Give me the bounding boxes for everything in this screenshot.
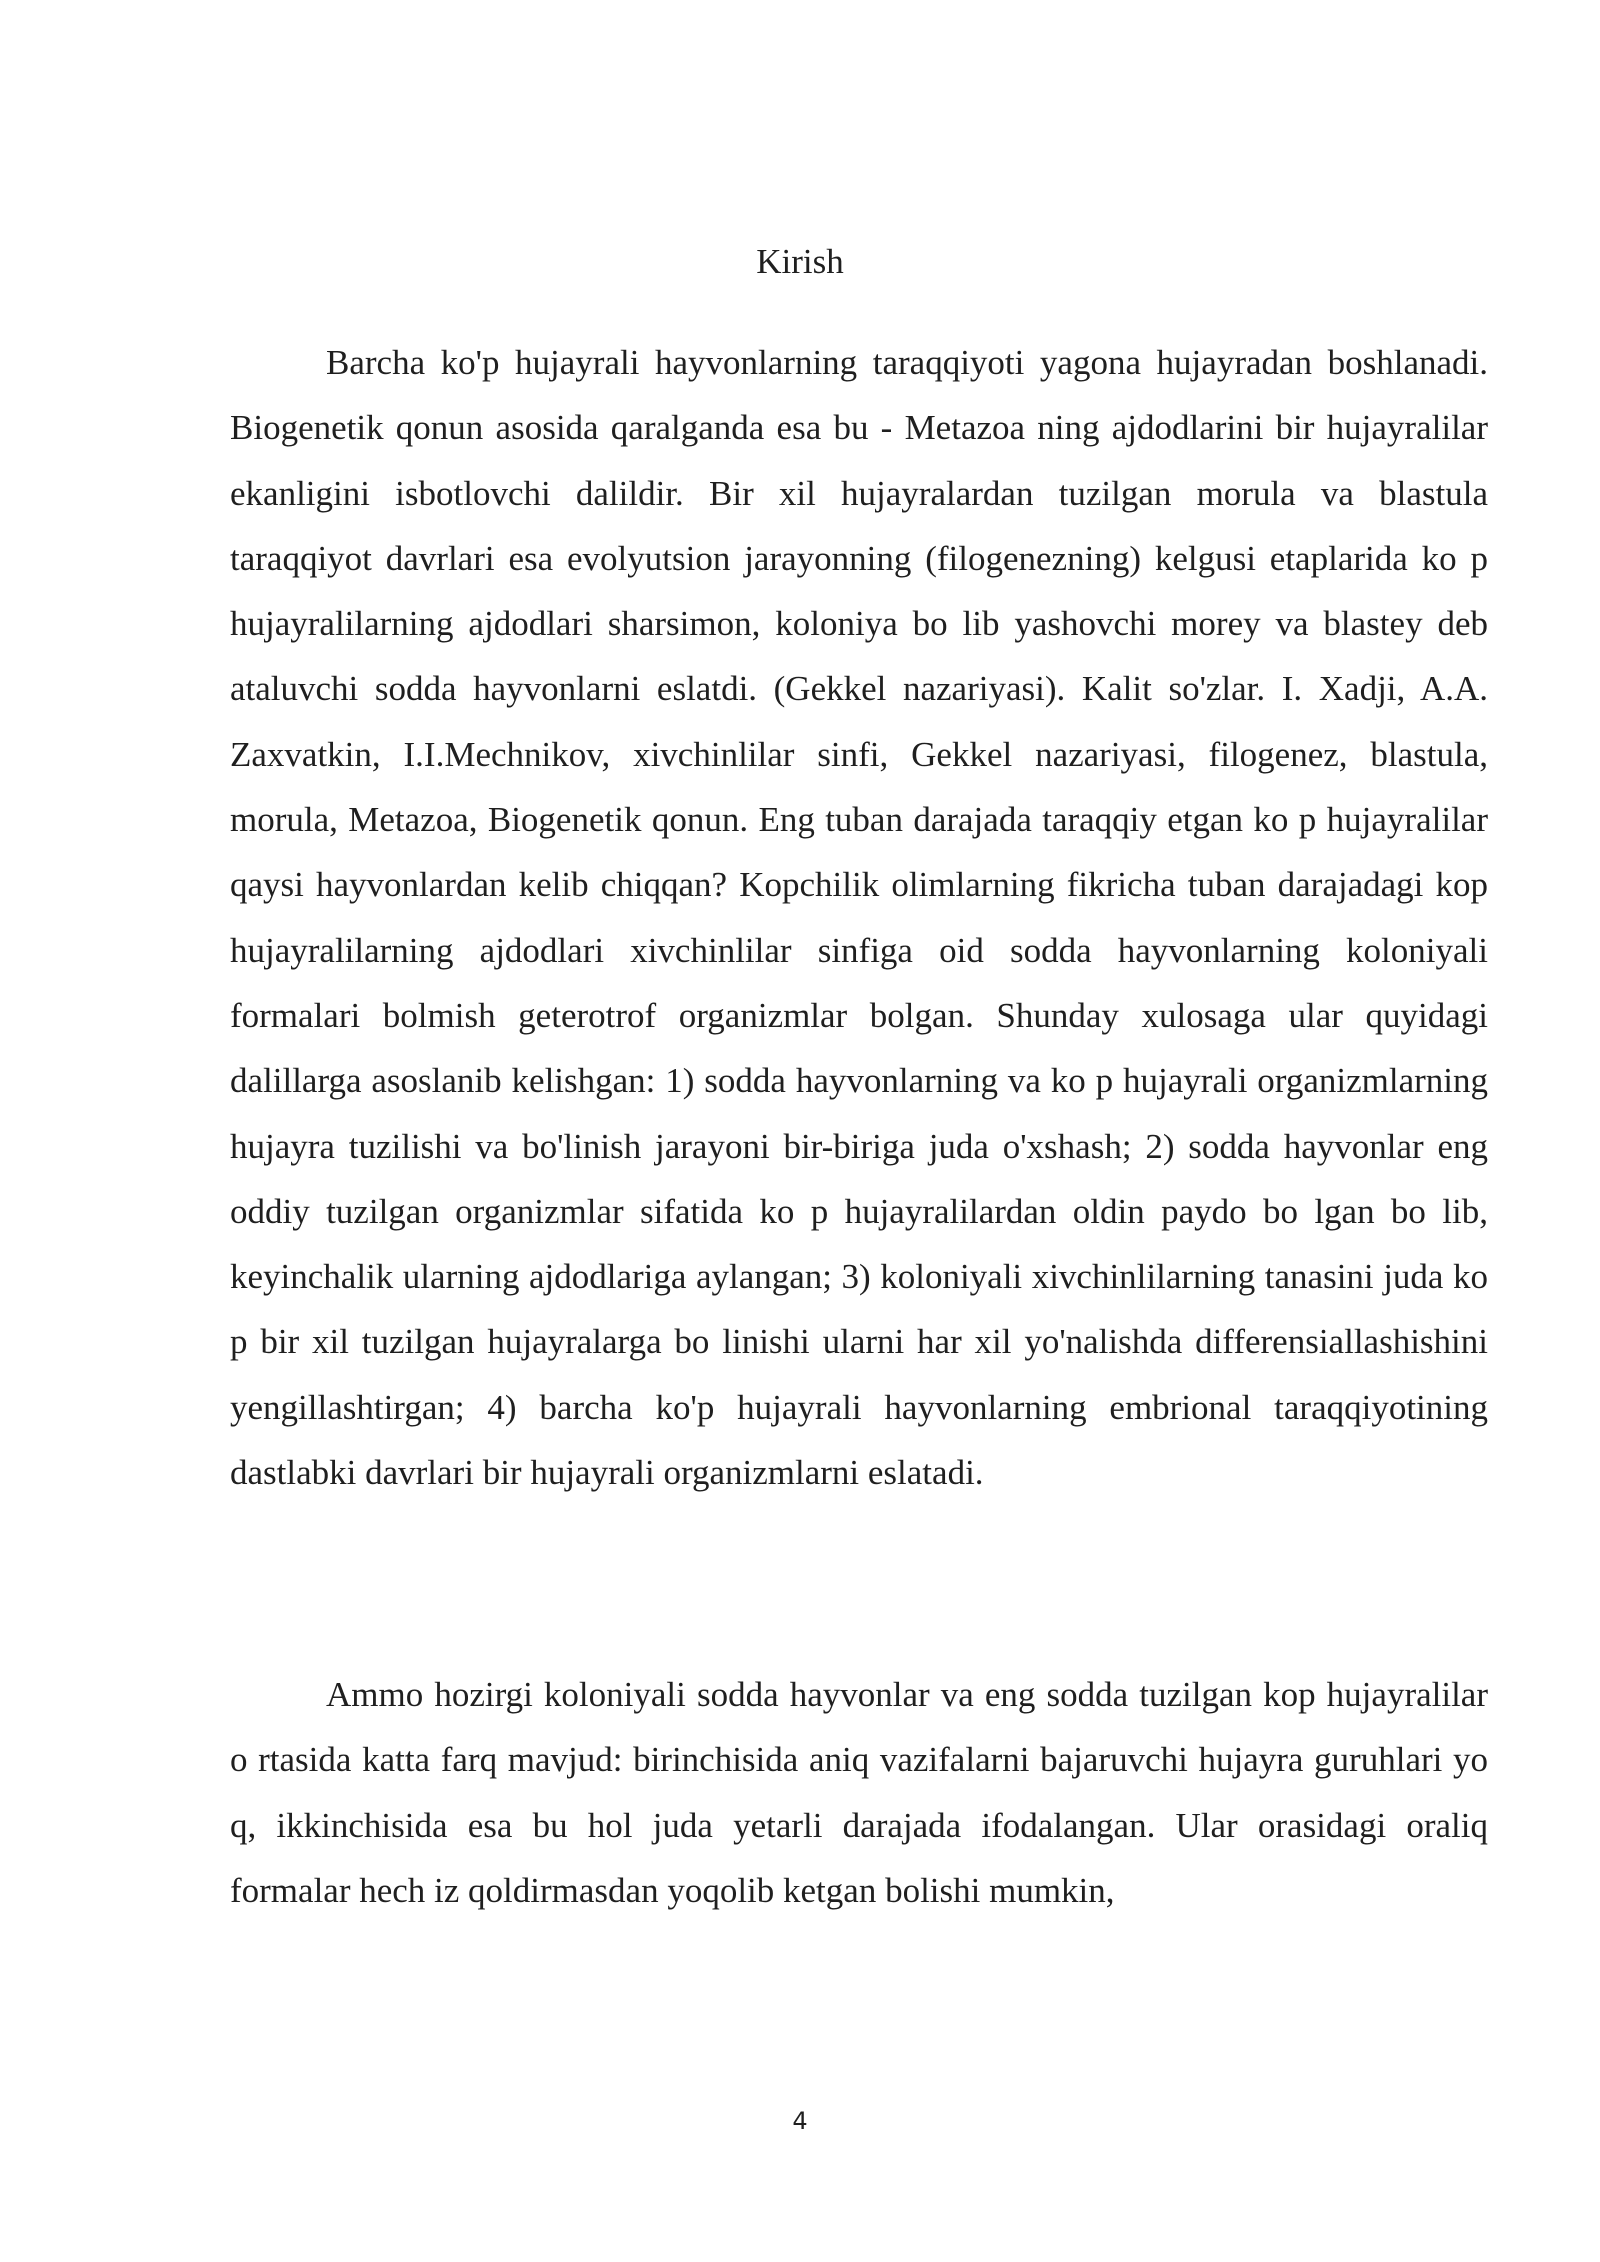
page-number: 4 — [792, 2107, 808, 2135]
body-paragraph-2: Ammo hozirgi koloniyali sodda hayvonlar va eng sodda tuzilgan kop hujayralilar o rtasida katta farq mavjud: birinchisida aniq vazifalarni bajaruvchi hujayra guruhlari yo q, ikkinchisida esa bu hol juda yetarli darajada ifodalangan. Ular orasidagi oraliq formalar hech iz qoldirmasdan yoqolib ketgan bolishi mumkin, — [230, 1675, 1488, 1910]
section-heading: Kirish — [756, 242, 844, 281]
body-paragraph-1: Barcha ko'p hujayrali hayvonlarning taraqqiyoti yagona hujayradan boshlanadi. Biogenetik qonun asosida qaralganda esa bu - Metazoa ning ajdodlarini bir hujayralilar ekanligini isbotlovchi dalildir. Bir xil hujayralardan tuzilgan morula va blastula taraqqiyot davrlari esa evolyutsion jarayonning (filogenezning) kelgusi etaplarida ko p hujayralilarning ajdodlari sharsimon, koloniya bo lib yashovchi morey va blastey deb ataluvchi sodda hayvonlarni eslatdi. (Gekkel nazariyasi). Kalit so'zlar. I. Xadji, A.A. Zaxvatkin, I.I.Mechnikov, xivchinlilar sinfi, Gekkel nazariyasi, filogenez, blastula, morula, Metazoa, Biogenetik qonun. Eng tuban darajada taraqqiy etgan ko p hujayralilar qaysi hayvonlardan kelib chiqqan? Kopchilik olimlarning fikricha tuban darajadagi kop hujayralilarning ajdodlari xivchinlilar sinfiga oid sodda hayvonlarning koloniyali formalari bolmish geterotrof organizmlar bolgan. Shunday xulosaga ular quyidagi dalillarga asoslanib kelishgan: 1) sodda hayvonlarning va ko p hujayrali organizmlarning hujayra tuzilishi va bo'linish jarayoni bir-biriga juda o'xshash; 2) sodda hayvonlar eng oddiy tuzilgan organizmlar sifatida ko p hujayralilardan oldin paydo bo lgan bo lib, keyinchalik ularning ajdodlariga aylangan; 3) koloniyali xivchinlilarning tanasini juda ko p bir xil tuzilgan hujayralarga bo linishi ularni har xil yo'nalishda differensiallashishini yengillashtirgan; 4) barcha ko'p hujayrali hayvonlarning embrional taraqqiyotining dastlabki davrlari bir hujayrali organizmlarni eslatadi. — [230, 343, 1488, 1493]
